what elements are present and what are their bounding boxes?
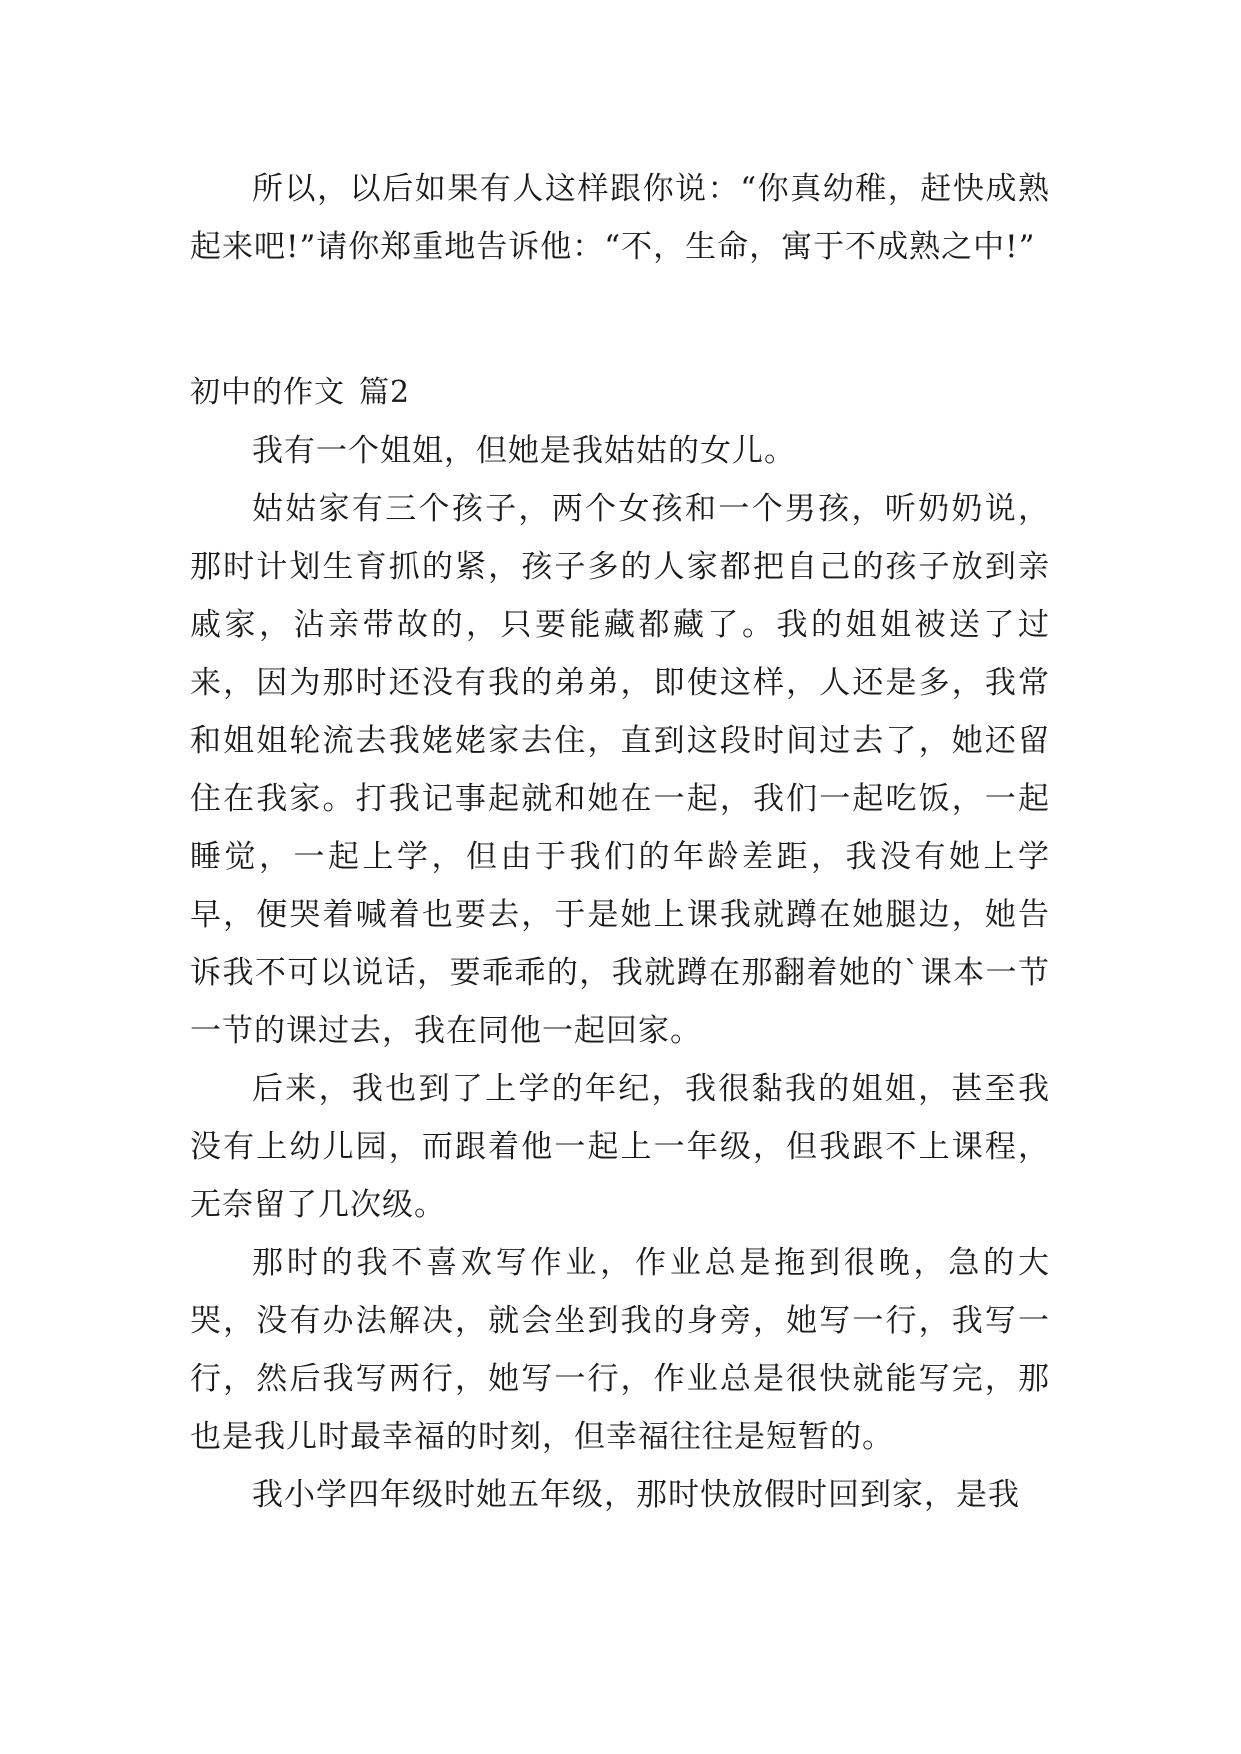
section-number: 篇2 — [359, 375, 411, 410]
document-page — [190, 160, 1050, 1524]
intro-paragraph: 所以，以后如果有人这样跟你说：“你真幼稚，赶快成熟起来吧!”请你郑重地告诉他：“不，生命，寓于不成熟之中!” — [190, 171, 1050, 265]
body-paragraph: 那时的我不喜欢写作业，作业总是拖到很晚，急的大哭，没有办法解决，就会坐到我的身旁，她写一行，我写一行，然后我写两行，她写一行，作业总是很快就能写完，那也是我儿时最幸福的时刻，但幸福往往是短暂的。 — [190, 1245, 1050, 1455]
body-paragraph: 我有一个姐姐，但她是我姑姑的女儿。 — [252, 433, 796, 469]
body-paragraph: 姑姑家有三个孩子，两个女孩和一个男孩，听奶奶说，那时计划生育抓的紧，孩子多的人家都把自己的孩子放到亲戚家，沾亲带故的，只要能藏都藏了。我的姐姐被送了过来，因为那时还没有我的弟弟，即使这样，人还是多，我常和姐姐轮流去我姥姥家去住，直到这段时间过去了，她还留住在我家。打我记事起就和她在一起，我们一起吃饭，一起睡觉，一起上学，但由于我们的年龄差距，我没有她上学早，便哭着喊着也要去，于是她上课我就蹲在她腿边，她告诉我不可以说话，要乖乖的，我就蹲在那翻着她的`课本一节一节的课过去，我在同他一起回家。 — [190, 491, 1050, 1049]
section-heading — [190, 364, 1050, 422]
body-paragraph: 我小学四年级时她五年级，那时快放假时回到家，是我 — [252, 1477, 1020, 1513]
body-paragraph: 后来，我也到了上学的年纪，我很黏我的姐姐，甚至我没有上幼儿园，而跟着他一起上一年级，但我跟不上课程，无奈留了几次级。 — [190, 1071, 1050, 1223]
section-title: 初中的作文 — [190, 375, 345, 410]
